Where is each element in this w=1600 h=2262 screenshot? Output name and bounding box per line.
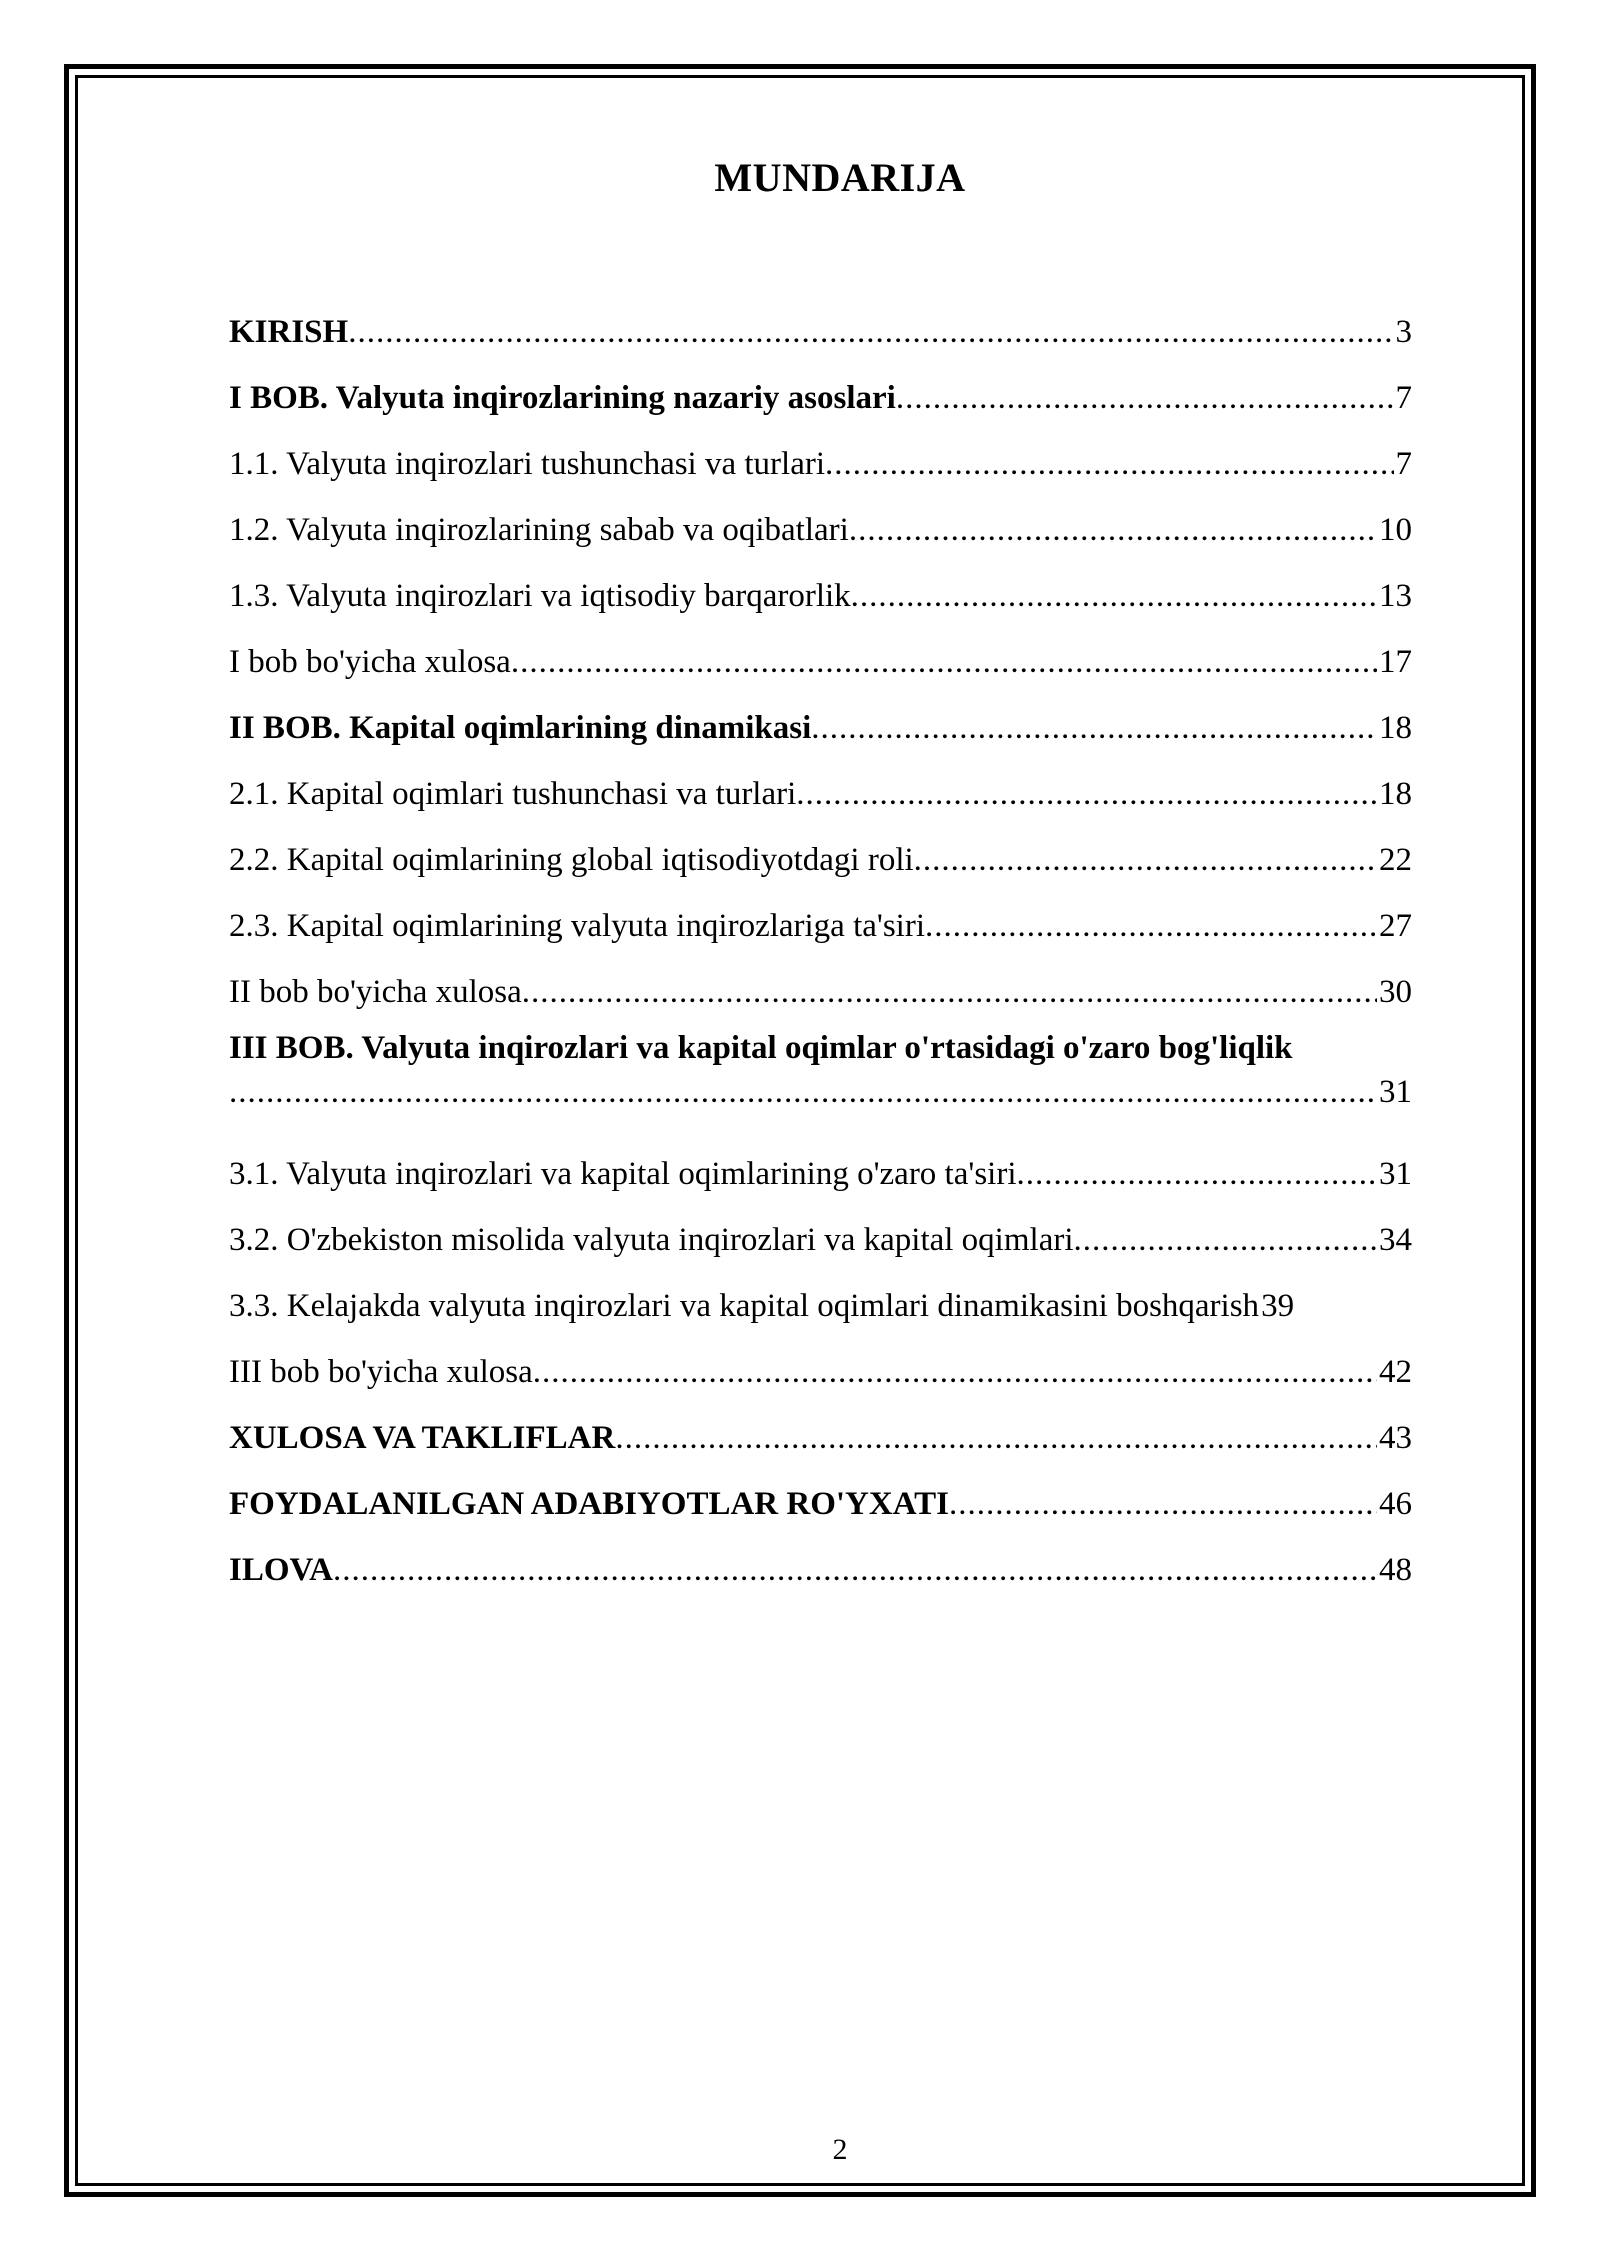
toc-leader-dots [914, 838, 1377, 886]
toc-entry-section-3-1[interactable] [229, 1134, 1412, 1200]
toc-entry-page: 17 [1379, 644, 1412, 680]
toc-entry-page: 10 [1379, 512, 1412, 548]
toc-entry-page: 13 [1379, 578, 1412, 614]
toc-entry-text: 2.1. Kapital oqimlari tushunchasi va turlari [229, 776, 797, 812]
toc-entry-kirish[interactable] [229, 292, 1412, 358]
toc-entry-text: 3.3. Kelajakda valyuta inqirozlari va kapital oqimlari dinamikasini boshqarish [229, 1288, 1260, 1324]
toc-leader-dots [333, 1548, 1377, 1596]
toc-entry-text: 2.2. Kapital oqimlarining global iqtisodiyotdagi roli [229, 842, 914, 878]
toc-leader-dots [849, 508, 1377, 556]
toc-entry-page: 39 [1261, 1288, 1295, 1324]
toc-entry-text: KIRISH [229, 314, 349, 350]
toc-leader-dots [796, 772, 1377, 820]
toc-entry-chapter-3[interactable] [229, 1018, 1412, 1134]
toc-entry-page: 42 [1379, 1354, 1412, 1390]
toc-leader-dots [1017, 1152, 1378, 1200]
toc-entry-page: 30 [1379, 974, 1412, 1010]
toc-entry-text: FOYDALANILGAN ADABIYOTLAR RO'YXATI [229, 1486, 949, 1522]
toc-entry-chapter-1-summary[interactable] [229, 622, 1412, 688]
toc-entry-text: 3.1. Valyuta inqirozlari va kapital oqimlarining o'zaro ta'siri [229, 1156, 1017, 1192]
toc-leader-dots [522, 970, 1377, 1018]
toc-leader-dots [615, 1416, 1377, 1464]
toc-leader-dots [811, 706, 1377, 754]
toc-entry-page: 43 [1379, 1420, 1412, 1456]
toc-entry-text: 3.2. O'zbekiston misolida valyuta inqirozlari va kapital oqimlari [229, 1222, 1074, 1258]
toc-entry-text: III BOB. Valyuta inqirozlari va kapital oqimlar o'rtasidagi o'zaro bog'liqlik [229, 1030, 1293, 1066]
toc-entry-page: 18 [1379, 776, 1412, 812]
toc-leader-dots [896, 376, 1394, 424]
toc-entry-page: 18 [1379, 710, 1412, 746]
toc-entry-page: 3 [1395, 314, 1412, 350]
toc-leader-dots [925, 904, 1377, 952]
toc-entry-text: I bob bo'yicha xulosa [229, 644, 511, 680]
toc-entry-page: 31 [1379, 1156, 1412, 1192]
toc-entry-section-2-1[interactable] [229, 754, 1412, 820]
toc-entry-section-1-2[interactable] [229, 490, 1412, 556]
toc-entry-page: 34 [1379, 1222, 1412, 1258]
toc-entry-conclusion[interactable] [229, 1398, 1412, 1464]
toc-entry-section-2-3[interactable] [229, 886, 1412, 952]
toc-entry-page: 7 [1395, 446, 1412, 482]
toc-entry-text: I BOB. Valyuta inqirozlarining nazariy asoslari [229, 380, 896, 416]
toc-entry-text: II bob bo'yicha xulosa [229, 974, 522, 1010]
toc-entry-appendix[interactable] [229, 1530, 1412, 1596]
toc-entry-chapter-3-summary[interactable] [229, 1332, 1412, 1398]
toc-entry-chapter-2[interactable] [229, 688, 1412, 754]
toc-entry-text: 2.3. Kapital oqimlarining valyuta inqirozlariga ta'siri [229, 908, 926, 944]
toc-leader-dots [825, 442, 1394, 490]
toc-leader-dots [949, 1482, 1377, 1530]
toc-entry-page: 27 [1379, 908, 1412, 944]
toc-leader-dots [229, 1070, 1377, 1118]
toc-entry-text: ILOVA [229, 1552, 333, 1588]
toc-entry-section-3-2[interactable] [229, 1200, 1412, 1266]
toc-leader-dots [511, 640, 1377, 688]
toc-entry-text: 1.2. Valyuta inqirozlarining sabab va oqibatlari [229, 512, 849, 548]
toc-entry-text: 1.3. Valyuta inqirozlari va iqtisodiy barqarorlik [229, 578, 851, 614]
toc-entry-page: 7 [1395, 380, 1412, 416]
toc-entry-chapter-1[interactable] [229, 358, 1412, 424]
toc-entry-page: 22 [1379, 842, 1412, 878]
toc-entry-page: 48 [1379, 1552, 1412, 1588]
toc-entry-section-2-2[interactable] [229, 820, 1412, 886]
document-title: MUNDARIJA [714, 155, 966, 200]
toc-entry-text: 1.1. Valyuta inqirozlari tushunchasi va turlari [229, 446, 825, 482]
toc-leader-dots [348, 310, 1393, 358]
table-of-contents [229, 292, 1412, 1596]
toc-entry-chapter-2-summary[interactable] [229, 952, 1412, 1018]
toc-entry-section-3-3[interactable] [229, 1266, 1412, 1332]
toc-entry-text: II BOB. Kapital oqimlarining dinamikasi [229, 710, 812, 746]
toc-entry-section-1-1[interactable] [229, 424, 1412, 490]
toc-entry-references[interactable] [229, 1464, 1412, 1530]
toc-entry-text: III bob bo'yicha xulosa [229, 1354, 533, 1390]
toc-leader-dots [1074, 1218, 1378, 1266]
toc-entry-section-1-3[interactable] [229, 556, 1412, 622]
page-number: 2 [832, 2133, 848, 2166]
toc-leader-dots [533, 1350, 1377, 1398]
toc-leader-dots [851, 574, 1377, 622]
toc-entry-page: 31 [1379, 1074, 1412, 1110]
toc-entry-page: 46 [1379, 1486, 1412, 1522]
toc-entry-text: XULOSA VA TAKLIFLAR [229, 1420, 616, 1456]
